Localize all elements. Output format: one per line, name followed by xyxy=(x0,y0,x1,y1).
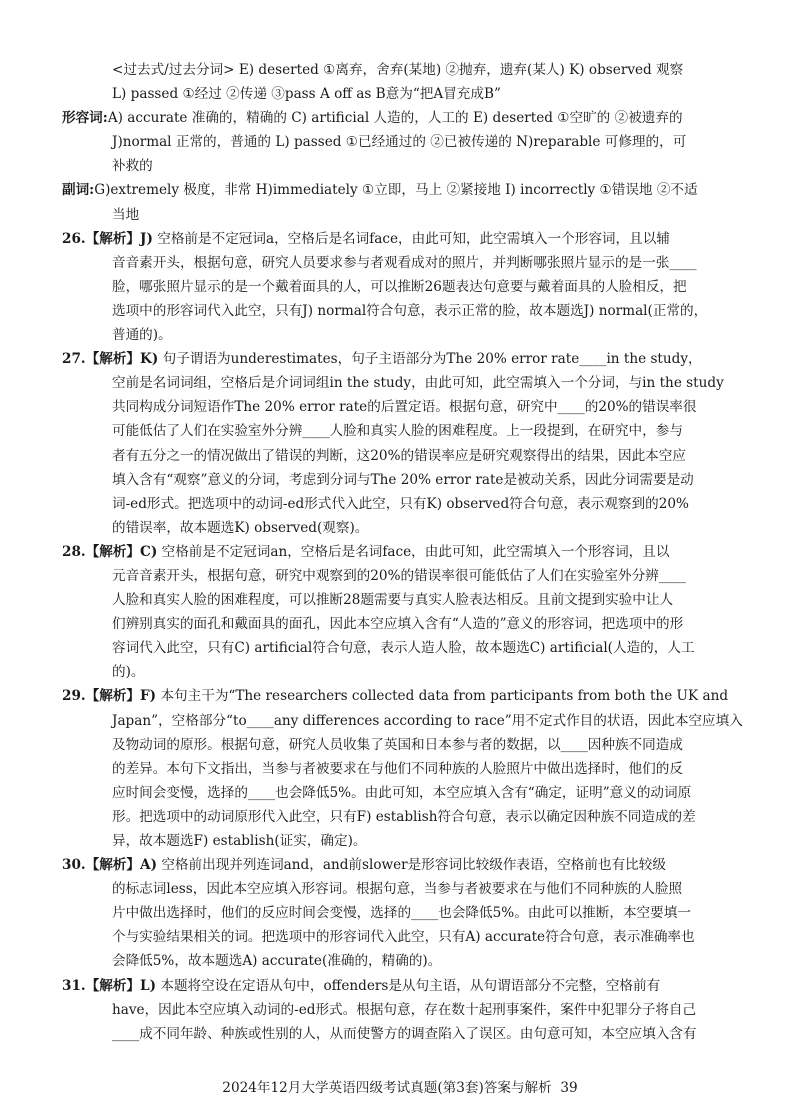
answer-label: 【解析】C) xyxy=(85,543,158,560)
answer-label: 【解析】J) xyxy=(85,230,153,247)
explanation-first-line xyxy=(62,347,752,371)
question-number: 30. xyxy=(62,857,86,874)
explanation-item xyxy=(62,853,752,973)
explanation-line: 可能低估了人们在实验室外分辨____人脸和真实人脸的困难程度。上一段提到，在研究中，参与 xyxy=(112,423,683,440)
explanation-line: 会降低5%，故本题选A) accurate(准确的，精确的)。 xyxy=(112,953,442,970)
verb-past-line-1: <过去式/过去分词> E) deserted ①离弃，舍弃(某地) ②抛弃，遗弃(某人) K) observed 观察 xyxy=(112,62,684,78)
explanation-line: 应时间会变慢，选择的____也会降低5%。由此可知，本空应填入含有“确定，证明”意义的动词原 xyxy=(112,784,692,801)
adverb-label: 副词: xyxy=(62,182,95,199)
question-number: 26. xyxy=(62,230,86,247)
page-footer xyxy=(0,1076,800,1096)
explanation-line: 脸，哪张照片显示的是一个戴着面具的人，可以推断26题表达句意要与戴着面具的人脸相反，把 xyxy=(112,278,687,295)
answer-label: 【解析】K) xyxy=(85,351,159,368)
answer-explanation-page xyxy=(62,58,752,1046)
answer-label: 【解析】L) xyxy=(85,977,157,994)
adjective-line-2: J)normal 正常的，普通的 L) passed ①已经通过的 ②已被传递的 N)reparable 可修理的，可 xyxy=(112,134,687,151)
verb-past-line-2: L) passed ①经过 ②传递 ③pass A off as B意为“把A冒充成B” xyxy=(112,86,501,103)
explanation-line: 片中做出选择时，他们的反应时间会变慢，选择的____也会降低5%。由此可以推断，本空要填一 xyxy=(112,905,691,922)
explanation-first-line xyxy=(62,227,752,251)
question-number: 31. xyxy=(62,977,86,994)
explanation-line: 异，故本题选F) establish(证实，确定)。 xyxy=(112,833,367,849)
explanation-text: 空格前出现并列连词and，and前slower是形容词比较级作表语，空格前也有比较级 xyxy=(157,857,666,874)
explanation-line: 填入含有“观察”意义的分词，考虑到分词与The 20% error rate是被动关系，因此分词需要是动 xyxy=(112,471,694,488)
explanation-line: 的)。 xyxy=(112,664,145,681)
question-number: 28. xyxy=(62,543,86,560)
explanation-line: Japan”，空格部分“to____any differences according to race”用不定式作目的状语，因此本空应填入 xyxy=(112,712,743,729)
explanation-line: 音音素开头，根据句意，研究人员要求参与者观看成对的照片，并判断哪张照片显示的是一张____ xyxy=(112,254,697,271)
explanation-list xyxy=(62,227,752,1046)
page-number: 39 xyxy=(560,1080,578,1096)
explanation-line: 普通的)。 xyxy=(112,327,172,344)
explanation-line: 词-ed形式。把选项中的动词-ed形式代入此空，只有K) observed符合句意，表示观察到的20% xyxy=(112,495,689,512)
explanation-line: 个与实验结果相关的词。把选项中的形容词代入此空，只有A) accurate符合句意，表示准确率也 xyxy=(112,929,695,946)
explanation-line: 们辨别真实的面孔和戴面具的面孔，因此本空应填入含有“人造的”意义的形容词，把选项中的形 xyxy=(112,616,684,633)
adverb-line-2: 当地 xyxy=(112,206,140,223)
explanation-first-line xyxy=(62,684,752,708)
adjective-label: 形容词: xyxy=(62,110,108,127)
question-number: 27. xyxy=(62,351,86,368)
explanation-line: 空前是名词词组，空格后是介词词组in the study，由此可知，此空需填入一个分词，与in the study xyxy=(112,375,724,392)
explanation-line: 选项中的形容词代入此空，只有J) normal符合句意，表示正常的脸，故本题选J) normal(正常的， xyxy=(112,302,708,319)
answer-label: 【解析】F) xyxy=(85,688,157,705)
question-number: 29. xyxy=(62,688,86,705)
explanation-first-line xyxy=(62,853,752,877)
explanation-item xyxy=(62,347,752,540)
explanation-item xyxy=(62,540,752,685)
answer-label: 【解析】A) xyxy=(85,857,158,874)
adjective-line-1: 形容词:A) accurate 准确的，精确的 C) artificial 人造的，人工的 E) deserted ①空旷的 ②被遗弃的 xyxy=(62,110,683,127)
explanation-text: 本题将空设在定语从句中，offenders是从句主语，从句谓语部分不完整，空格前有 xyxy=(156,977,661,994)
explanation-text: 空格前是不定冠词an，空格后是名词face，由此可知，此空需填入一个形容词，且以 xyxy=(157,543,670,560)
explanation-text: 空格前是不定冠词a，空格后是名词face，由此可知，此空需填入一个形容词，且以辅 xyxy=(152,230,670,247)
explanation-line: 共同构成分词短语作The 20% error rate的后置定语。根据句意，研究中____的20%的错误率很 xyxy=(112,399,697,416)
explanation-line: 者有五分之一的情况做出了错误的判断，这20%的错误率应是研究观察得出的结果，因此本空应 xyxy=(112,447,686,464)
explanation-line: have，因此本空应填入动词的-ed形式。根据句意，存在数十起刑事案件，案件中犯罪分子将自己 xyxy=(112,1001,697,1018)
explanation-first-line xyxy=(62,540,752,564)
explanation-line: ____成不同年龄、种族或性别的人，从而使警方的调查陷入了误区。由句意可知，本空应填入含有 xyxy=(112,1025,697,1042)
footer-title: 2024年12月大学英语四级考试真题(第3套)答案与解析 xyxy=(222,1080,552,1096)
explanation-item xyxy=(62,974,752,1046)
explanation-line: 的标志词less，因此本空应填入形容词。根据句意，当参与者被要求在与他们不同种族的人脸照 xyxy=(112,881,683,898)
adverb-line-1: 副词:G)extremely 极度，非常 H)immediately ①立即，马上 ②紧接地 I) incorrectly ①错误地 ②不适 xyxy=(62,182,698,199)
explanation-text: 句子谓语为underestimates，句子主语部分为The 20% error rate____in the study， xyxy=(158,351,702,368)
explanation-item xyxy=(62,684,752,853)
explanation-line: 人脸和真实人脸的困难程度，可以推断28题需要与真实人脸表达相反。且前文提到实验中让人 xyxy=(112,592,674,609)
explanation-line: 元音音素开头，根据句意，研究中观察到的20%的错误率很可能低估了人们在实验室外分辨____ xyxy=(112,567,686,584)
explanation-line: 的差异。本句下文指出，当参与者被要求在与他们不同种族的人脸照片中做出选择时，他们的反 xyxy=(112,760,683,777)
explanation-line: 的错误率，故本题选K) observed(观察)。 xyxy=(112,519,369,536)
explanation-text: 本句主干为“The researchers collected data from participants from both the UK and xyxy=(156,688,729,705)
explanation-line: 容词代入此空，只有C) artificial符合句意，表示人造人脸，故本题选C) artificial(人造的，人工 xyxy=(112,640,695,657)
explanation-first-line xyxy=(62,974,752,998)
explanation-line: 形。把选项中的动词原形代入此空，只有F) establish符合句意，表示以确定因种族不同造成的差 xyxy=(112,808,696,825)
explanation-item xyxy=(62,227,752,347)
explanation-line: 及物动词的原形。根据句意，研究人员收集了英国和日本参与者的数据，以____因种族不同造成 xyxy=(112,736,683,753)
adjective-line-3: 补救的 xyxy=(112,158,153,175)
